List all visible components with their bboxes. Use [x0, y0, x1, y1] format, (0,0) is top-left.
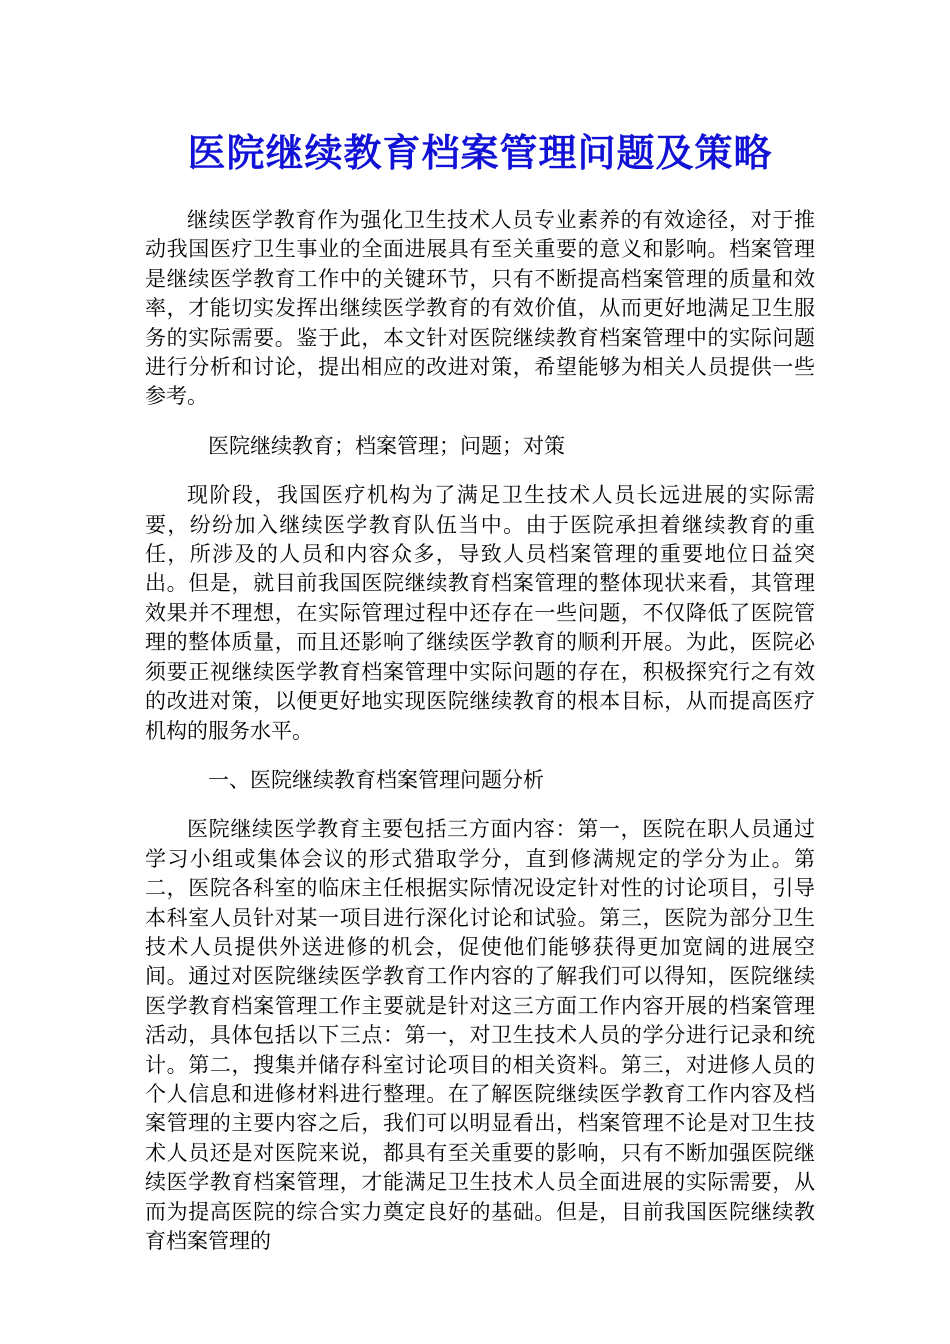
abstract-paragraph: 继续医学教育作为强化卫生技术人员专业素养的有效途径，对于推动我国医疗卫生事业的全面进展具有至关重要的意义和影响。档案管理是继续医学教育工作中的关键环节，只有不断提高档案管理的质量和效率，才能切实发挥出继续医学教育的有效价值，从而更好地满足卫生服务的实际需要。鉴于此，本文针对医院继续教育档案管理中的实际问题进行分析和讨论，提出相应的改进对策，希望能够为相关人员提供一些参考。	[145, 208, 815, 409]
keywords-line: 医院继续教育；档案管理；问题；对策	[208, 433, 565, 458]
intro-paragraph: 现阶段，我国医疗机构为了满足卫生技术人员长远进展的实际需要，纷纷加入继续医学教育队伍当中。由于医院承担着继续教育的重任，所涉及的人员和内容众多，导致人员档案管理的重要地位日益突出。但是，就目前我国医院继续教育档案管理的整体现状来看，其管理效果并不理想，在实际管理过程中还存在一些问题，不仅降低了医院管理的整体质量，而且还影响了继续医学教育的顺利开展。为此，医院必须要正视继续医学教育档案管理中实际问题的存在，积极探究行之有效的改进对策，以便更好地实现医院继续教育的根本目标，从而提高医疗机构的服务水平。	[145, 483, 815, 743]
section-1-paragraph: 医院继续医学教育主要包括三方面内容：第一，医院在职人员通过学习小组或集体会议的形式猎取学分，直到修满规定的学分为止。第二，医院各科室的临床主任根据实际情况设定针对性的讨论项目，引导本科室人员针对某一项目进行深化讨论和试验。第三，医院为部分卫生技术人员提供外送进修的机会，促使他们能够获得更加宽阔的进展空间。通过对医院继续医学教育工作内容的了解我们可以得知，医院继续医学教育档案管理工作主要就是针对这三方面工作内容开展的档案管理活动，具体包括以下三点：第一，对卫生技术人员的学分进行记录和统计。第二，搜集并储存科室讨论项目的相关资料。第三，对进修人员的个人信息和进修材料进行整理。在了解医院继续医学教育工作内容及档案管理的主要内容之后，我们可以明显看出，档案管理不论是对卫生技术人员还是对医院来说，都具有至关重要的影响，只有不断加强医院继续医学教育档案管理，才能满足卫生技术人员全面进展的实际需要，从而为提高医院的综合实力奠定良好的基础。但是，目前我国医院继续教育档案管理的	[145, 817, 815, 1253]
section-heading-1: 一、医院继续教育档案管理问题分析	[208, 767, 544, 792]
document-title: 医院继续教育档案管理问题及策略	[187, 130, 773, 175]
document-page	[145, 118, 815, 1276]
